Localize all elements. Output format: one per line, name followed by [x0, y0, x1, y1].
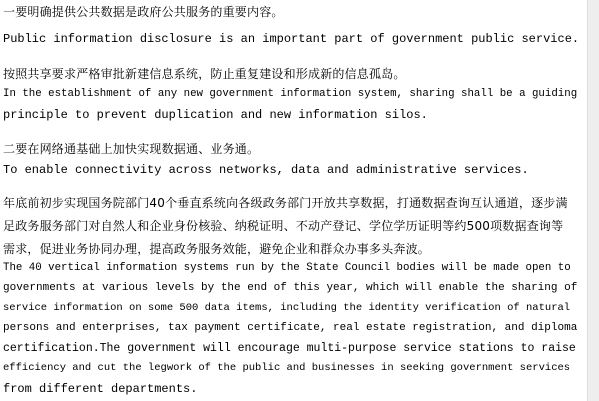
english-text-line: In the establishment of any new government information system, sharing shall be a guiding — [3, 88, 578, 100]
english-text-line: governments at various levels by the end of this year, which will enable the sharing of — [3, 282, 578, 294]
english-text-line: from different departments. — [3, 382, 198, 396]
english-text-line: Public information disclosure is an important part of government public service. — [3, 32, 580, 46]
chinese-text-line: 需求，促进业务协同办理，提高政务服务效能，避免企业和群众办事多头奔波。 — [3, 242, 431, 256]
english-text-line: The 40 vertical information systems run by the State Council bodies will be made open to — [3, 262, 571, 274]
english-text-line: To enable connectivity across networks, data and administrative services. — [3, 163, 529, 177]
chinese-text-line: 年底前初步实现国务院部门40个垂直系统向各级政务部门开放共享数据，打通数据查询互认通道，逐步满 — [3, 196, 568, 210]
vertical-scrollbar[interactable] — [587, 0, 599, 401]
english-text-line: efficiency and cut the legwork of the public and businesses in seeking government services — [3, 362, 571, 374]
chinese-text-line: 足政务服务部门对自然人和企业身份核验、纳税证明、不动产登记、学位学历证明等约500项数据查询等 — [3, 219, 564, 233]
english-text-line: certification.The government will encourage multi-purpose service stations to raise — [3, 342, 576, 355]
english-text-line: persons and enterprises, tax payment certificate, real estate registration, and diploma — [3, 322, 578, 334]
chinese-text-line: 一要明确提供公共数据是政府公共服务的重要内容。 — [3, 5, 284, 19]
english-text-line: service information on some 500 data items, including the identity verification of natural — [3, 302, 571, 314]
english-text-line: principle to prevent duplication and new information silos. — [3, 108, 428, 122]
chinese-text-line: 按照共享要求严格审批新建信息系统，防止重复建设和形成新的信息孤岛。 — [3, 67, 406, 81]
chinese-text-line: 二要在网络通基础上加快实现数据通、业务通。 — [3, 142, 260, 156]
